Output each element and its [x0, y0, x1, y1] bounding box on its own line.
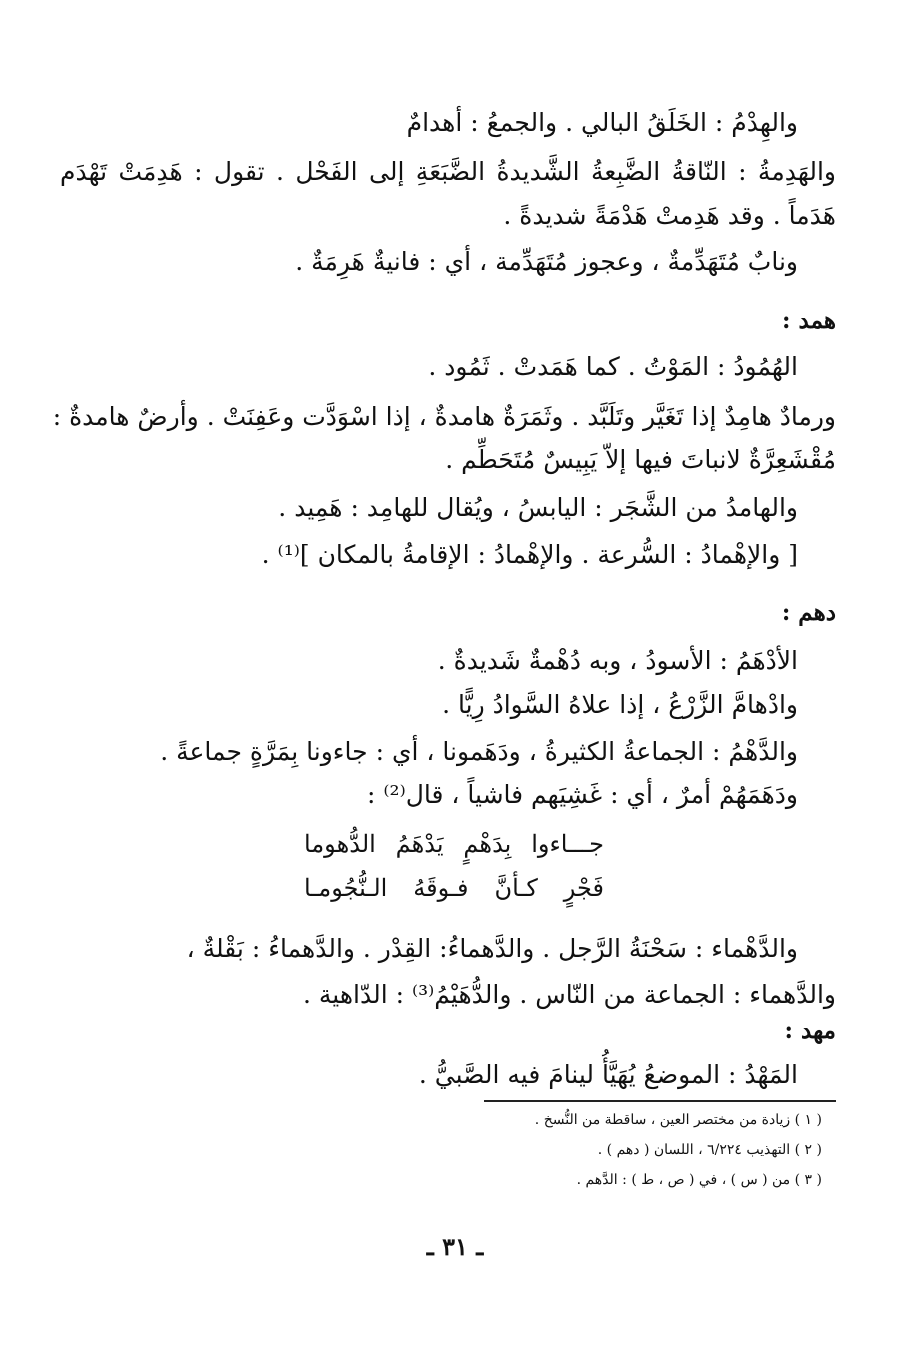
entry-heading: مهد :	[784, 1017, 836, 1044]
entry-heading: دهم :	[781, 599, 836, 626]
text-line: والهَدِمةُ : النّاقةُ الضَّبِعةُ الشَّديدةُ الضَّبَعَةِ إلى الفَحْل . تقول : هَدِمَتْ تَهْدَم	[60, 157, 836, 186]
footnote-divider	[484, 1100, 836, 1102]
page-number: ـ ٣١ ـ	[426, 1232, 484, 1261]
entry-heading: همد :	[782, 307, 836, 334]
text-line: [ والإهْمادُ : السُّرعة . والإهْمادُ : الإقامةُ بالمكان ]⁽¹⁾ .	[261, 540, 798, 569]
footnote: ( ٢ ) التهذيب ٦/٢٢٤ ، اللسان ( دهم ) .	[597, 1142, 822, 1158]
text-line: والدَّهْمُ : الجماعةُ الكثيرةُ ، ودَهَمونا ، أي : جاءونا بِمَرَّةٍ جماعةً .	[160, 737, 798, 766]
text-line: وادْهامَّ الزَّرْعُ ، إذا علاهُ السَّوادُ رِيًّا .	[442, 690, 798, 719]
footnote: ( ١ ) زيادة من مختصر العين ، ساقطة من النُّسخ .	[534, 1112, 822, 1128]
text-line: والهِدْمُ : الخَلَقُ البالي . والجمعُ : أهدامٌ	[406, 108, 798, 137]
text-line: الهُمُودُ : المَوْتُ . كما هَمَدتْ . ثَمُود .	[428, 352, 798, 381]
verse-line: جـــاءوا بِدَهْمٍ يَدْهَمُ الدُّهوما	[304, 830, 604, 858]
text-line: مُقْشَعِرَّةٌ لانباتَ فيها إلاّ يَبِيسٌ مُتَحَطِّم .	[445, 445, 836, 474]
footnote: ( ٣ ) من ( س ) ، في ( ص ، ط ) : الدَّهم .	[576, 1172, 822, 1188]
text-line: الأدْهَمُ : الأسودُ ، وبه دُهْمةٌ شَديدةٌ .	[437, 646, 798, 675]
text-line: هَدَماً . وقد هَدِمتْ هَدْمَةً شديدةً .	[503, 201, 836, 230]
text-line: ورمادٌ هامِدٌ إذا تَغَيَّر وتَلَبَّد . وثَمَرَةٌ هامدةٌ ، إذا اسْوَدَّت وعَفِنَتْ . وأرضٌ هامدةٌ :	[52, 402, 836, 431]
text-line: المَهْدُ : الموضعُ يُهَيَّأُ لينامَ فيه الصَّبيُّ .	[418, 1060, 798, 1089]
text-line: والهامدُ من الشَّجَر : اليابسُ ، ويُقال للهامِد : هَمِيد .	[278, 493, 798, 522]
verse-line: فَجْرٍ كـأنَّ فـوقَهُ الـنُّجُومـا	[304, 874, 604, 902]
text-line: ودَهَمَهُمْ أمرٌ ، أي : غَشِيَهم فاشياً ، قال⁽²⁾ :	[367, 780, 798, 809]
text-line: ونابٌ مُتَهَدِّمةٌ ، وعجوز مُتَهَدِّمة ، أي : فانيةٌ هَرِمَةٌ .	[295, 247, 798, 276]
text-line: والدَّهْماء : سَحْنَةُ الرَّجل . والدَّهماءُ: القِدْر . والدَّهماءُ : بَقْلةٌ ،	[186, 934, 798, 963]
text-line: والدَّهماء : الجماعة من النّاس . والدُّهَيْمُ⁽³⁾ : الدّاهية .	[303, 980, 836, 1009]
